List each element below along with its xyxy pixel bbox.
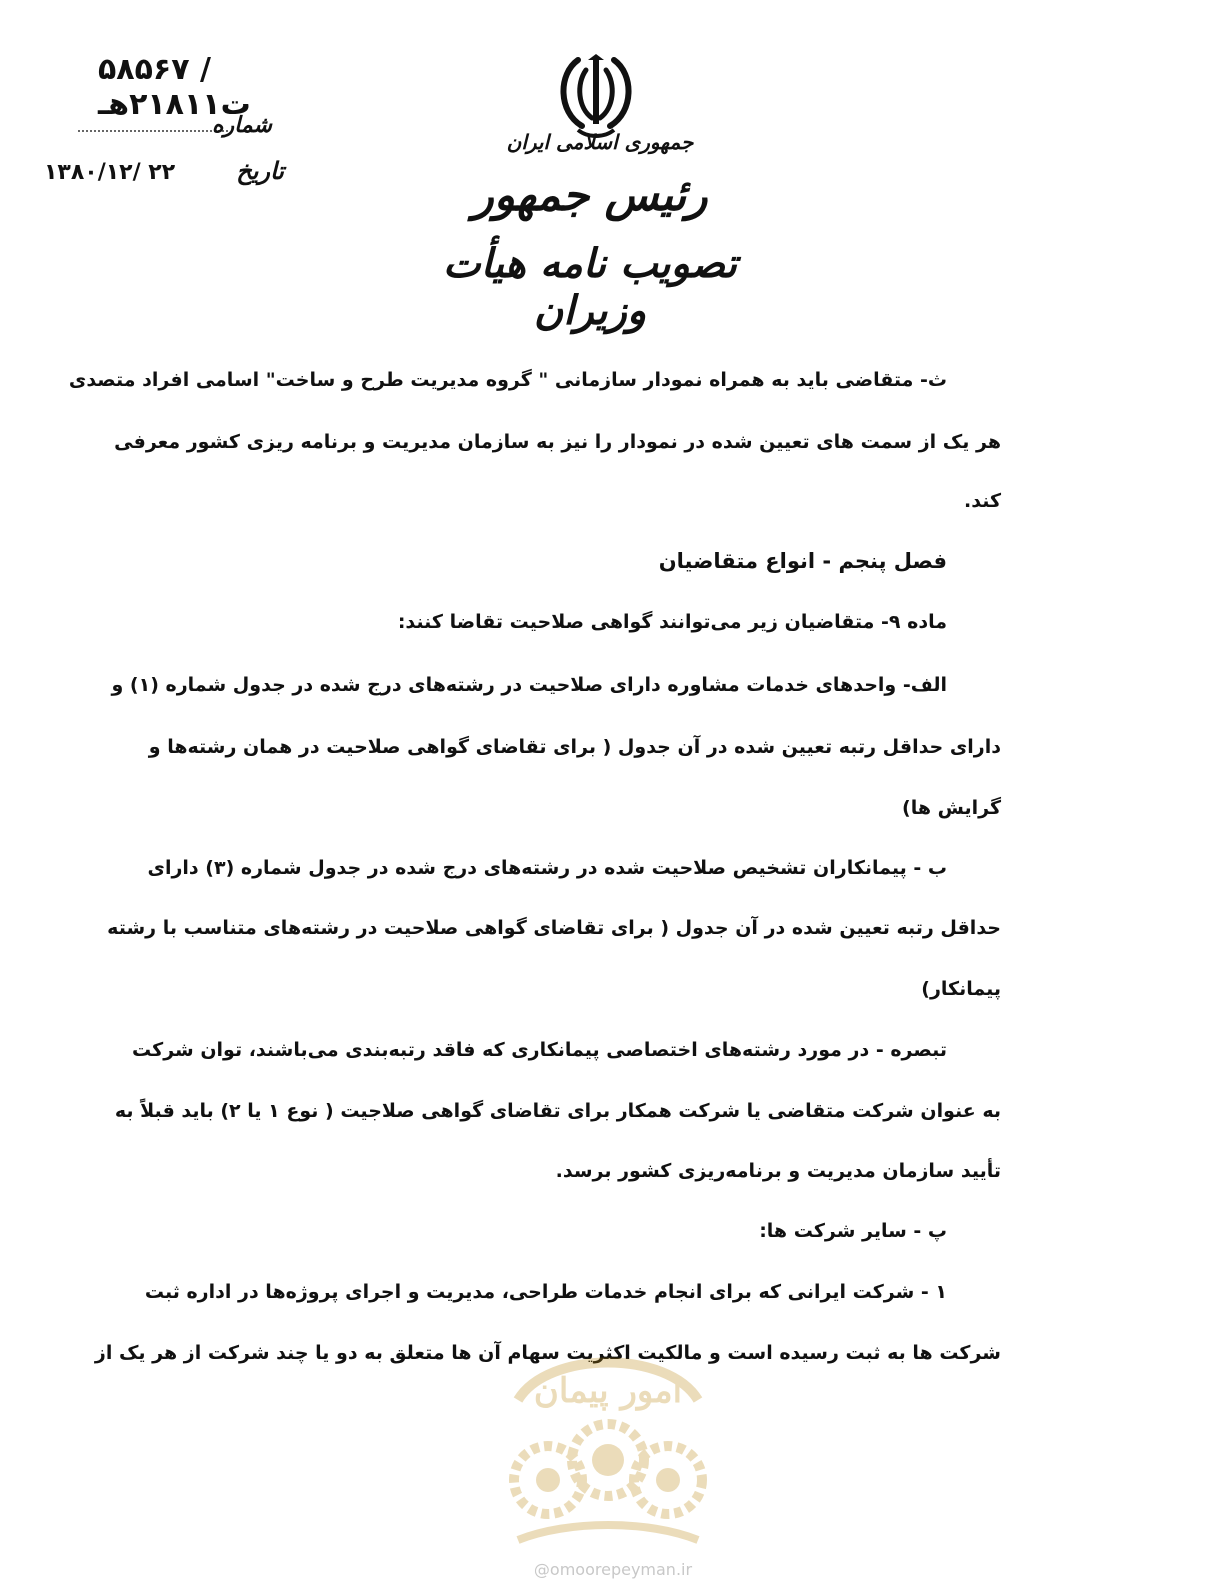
watermark-text: امور پیمان	[533, 1371, 683, 1411]
date-value: ۱۳۸۰/۱۲/ ۲۲	[44, 160, 176, 185]
body-line-3: کند.	[964, 490, 1001, 512]
note-line-1: تبصره - در مورد رشته‌های اختصاصی پیمانکاری که فاقد رتبه‌بندی می‌باشند، توان شرکت	[132, 1039, 947, 1061]
president-title: رئیس جمهور	[472, 170, 708, 221]
number-label: شماره	[211, 112, 272, 138]
republic-name: جمهوری اسلامی ایران	[506, 130, 694, 154]
clause-be-line-1: ب - پیمانکاران تشخیص صلاحیت شده در رشته‌های درج شده در جدول شماره (۳) دارای	[147, 857, 947, 879]
iran-emblem-icon	[548, 52, 644, 140]
note-line-3: تأیید سازمان مدیریت و برنامه‌ریزی کشور برسد.	[555, 1160, 1001, 1182]
body-line-1: ث- متقاضی باید به همراه نمودار سازمانی " گروه مدیریت طرح و ساخت" اسامی افراد متصدی	[68, 369, 947, 391]
note-line-2: به عنوان شرکت متقاضی یا شرکت همکار برای تقاضای گواهی صلاجیت ( نوع ۱ یا ۲) باید قبلاً به	[114, 1100, 1001, 1122]
clause-alef-line-3: گرایش ها)	[902, 797, 1001, 819]
number-dotted-line	[78, 130, 228, 132]
clause-pe: پ - سایر شرکت ها:	[759, 1220, 947, 1242]
letter-number: ۵۸۵۶۷ /ت۲۱۸۱۱هـ	[98, 52, 251, 122]
section-heading: فصل پنجم - انواع متقاضیان	[658, 549, 947, 573]
number-field	[60, 112, 272, 146]
article-9: ماده ۹- متقاضیان زیر می‌توانند گواهی صلاحیت تقاضا کنند:	[397, 611, 947, 633]
item-1-line-2: شرکت ها به ثبت رسیده است و مالکیت اکثریت سهام آن ها متعلق به دو یا چند شرکت از هر یک از	[94, 1342, 1001, 1364]
clause-be-line-2: حداقل رتبه تعیین شده در آن جدول ( برای تقاضای گواهی صلاحیت در رشته‌های متناسب با رشته	[107, 917, 1001, 939]
body-line-2: هر یک از سمت های تعیین شده در نمودار را نیز به سازمان مدیریت و برنامه ریزی کشور معرفی	[114, 431, 1001, 453]
omoorepeyman-watermark-logo	[478, 1340, 738, 1560]
clause-alef-line-1: الف- واحدهای خدمات مشاوره دارای صلاحیت در رشته‌های درج شده در جدول شماره (۱) و	[111, 674, 947, 696]
site-url: @omoorepeyman.ir	[533, 1560, 693, 1579]
date-field	[44, 156, 284, 196]
decree-title: تصویب نامه هیأت وزیران	[443, 240, 737, 334]
clause-alef-line-2: دارای حداقل رتبه تعیین شده در آن جدول ( برای تقاضای گواهی صلاحیت در همان رشته‌ها و	[148, 736, 1001, 758]
date-label: تاریخ	[236, 156, 284, 185]
clause-be-line-3: پیمانکار)	[921, 978, 1001, 1000]
item-1-line-1: ۱ - شرکت ایرانی که برای انجام خدمات طراحی، مدیریت و اجرای پروژه‌ها در اداره ثبت	[144, 1281, 947, 1303]
